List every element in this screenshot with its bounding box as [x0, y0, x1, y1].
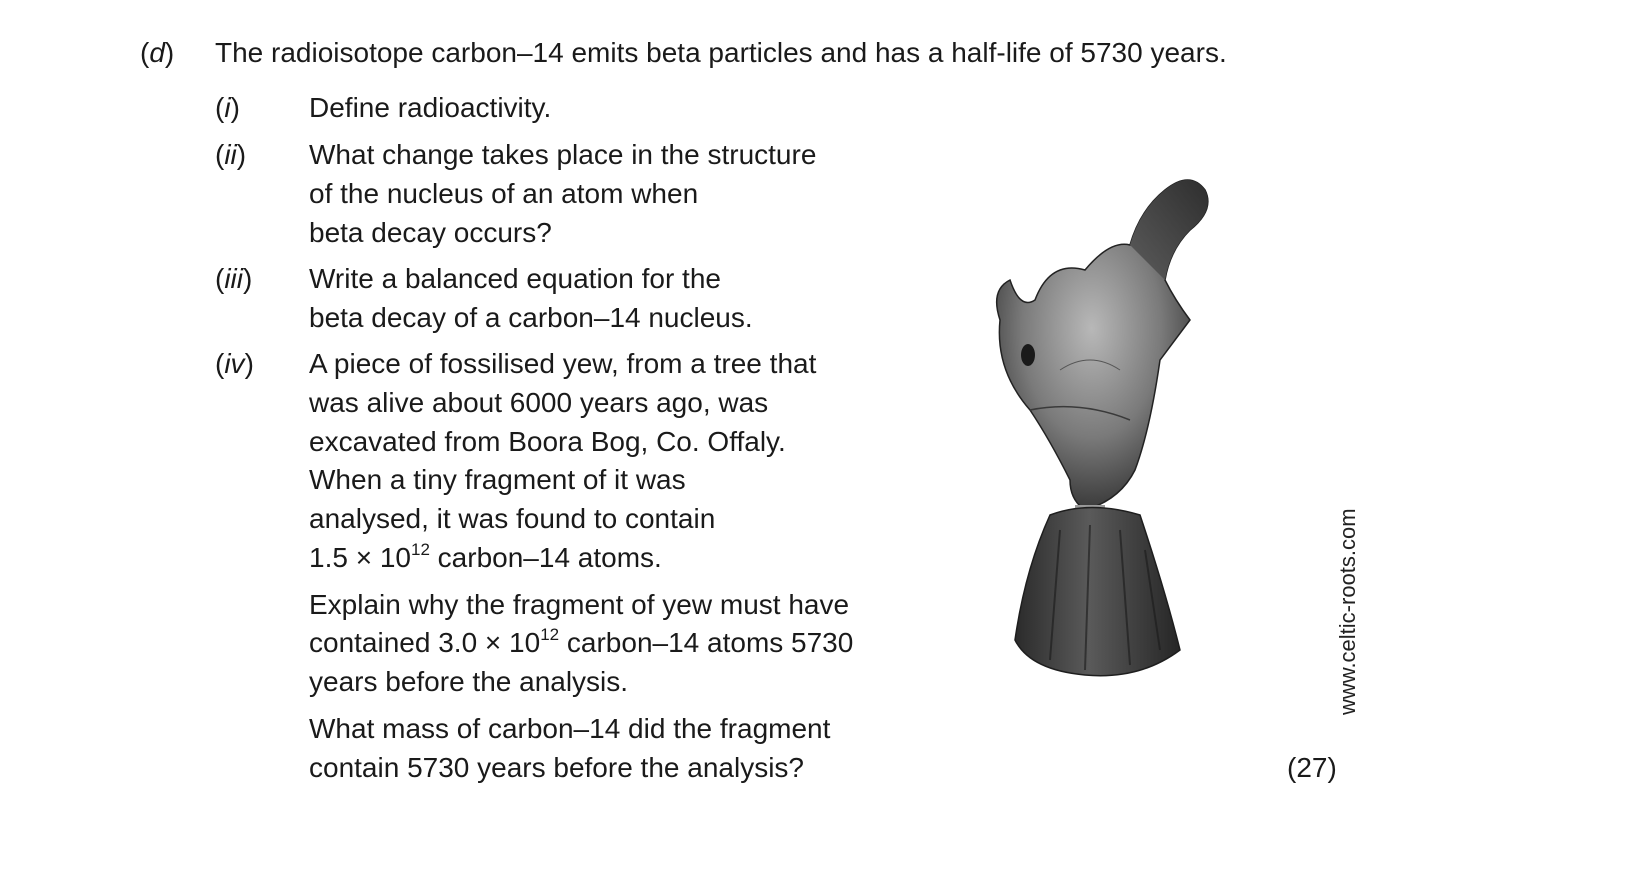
atom-count-line: $1.5 \times 10^{12}$ carbon–14 atoms.: [309, 539, 662, 573]
question-iii-label: (iii): [215, 263, 253, 294]
question-ii-line: of the nucleus of an atom when: [309, 178, 699, 209]
explain-line: contained $3.0 \times 10^{12}$ carbon–14 atoms 5730: [309, 624, 854, 658]
question-iii-line: beta decay of a carbon–14 nucleus.: [309, 302, 753, 333]
part-stem: The radioisotope carbon–14 emits beta particles and has a half-life of 5730 years.: [215, 37, 1227, 68]
question-i-label: (i): [215, 92, 240, 123]
question-iv-label: (iv): [215, 348, 254, 379]
explain-line: Explain why the fragment of yew must have: [309, 589, 850, 620]
part-label: (d): [140, 37, 175, 68]
question-ii-line: beta decay occurs?: [309, 217, 552, 248]
question-iv-line: excavated from Boora Bog, Co. Offaly.: [309, 426, 786, 457]
question-iv-line: analysed, it was found to contain: [309, 503, 716, 534]
question-iii-line: Write a balanced equation for the: [309, 263, 721, 294]
question-ii-line: What change takes place in the structure: [309, 139, 817, 170]
question-iv-line: was alive about 6000 years ago, was: [309, 387, 769, 418]
photo-credit: www.celtic-roots.com: [1335, 508, 1360, 715]
marks-total: (27): [1287, 752, 1337, 783]
question-i-text: Define radioactivity.: [309, 92, 552, 123]
mass-question-line: What mass of carbon–14 did the fragment: [309, 713, 831, 744]
yew-base: [1015, 508, 1180, 676]
mass-question-line: contain 5730 years before the analysis?: [309, 752, 804, 783]
yew-hole: [1021, 344, 1035, 366]
question-iv-line: When a tiny fragment of it was: [309, 464, 686, 495]
question-ii-label: (ii): [215, 139, 247, 170]
question-iv-line: A piece of fossilised yew, from a tree that: [309, 348, 817, 379]
explain-line: years before the analysis.: [309, 666, 629, 697]
yew-sculpture-image: [990, 170, 1290, 730]
